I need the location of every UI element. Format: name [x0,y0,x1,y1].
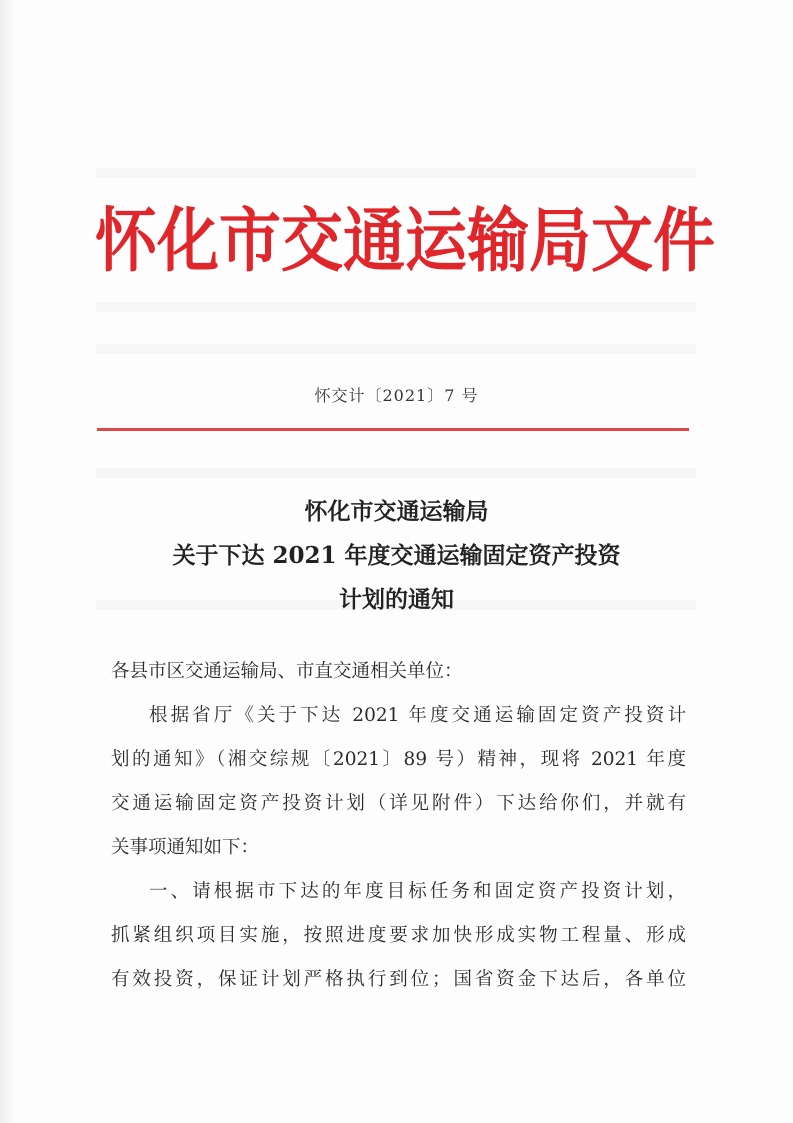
scan-bleed-mark [96,344,696,354]
notice-title [90,490,703,622]
notice-title-line: 计划的通知 [339,586,454,613]
scan-bleed-mark [96,468,696,478]
body-line: 一、请根据市下达的年度目标任务和固定资产投资计划， [149,881,686,902]
scan-bleed-mark [96,168,696,178]
body-line: 有效投资，保证计划严格执行到位；国省资金下达后，各单位 [111,969,686,990]
notice-body [111,650,686,1002]
body-line: 关事项通知如下： [111,837,260,858]
document-header-title: 怀化市交通运输局文件 [95,199,716,282]
body-line: 根据省厅《关于下达 2021 年度交通运输固定资产投资计 [149,705,686,726]
scan-bleed-mark [96,302,696,312]
body-line: 交通运输固定资产投资计划（详见附件）下达给你们，并就有 [111,793,686,814]
body-line: 抓紧组织项目实施，按照进度要求加快形成实物工程量、形成 [111,925,686,946]
scan-edge-shadow [0,0,14,1123]
body-line: 划的通知》（湘交综规〔2021〕89 号）精神，现将 2021 年度 [111,749,686,770]
red-divider-line [97,428,689,431]
notice-title-line: 关于下达 2021 年度交通运输固定资产投资 [172,542,621,569]
document-number: 怀交计〔2021〕7 号 [314,386,479,405]
notice-title-line: 怀化市交通运输局 [304,498,489,525]
salutation: 各县市区交通运输局、市直交通相关单位： [111,661,463,682]
